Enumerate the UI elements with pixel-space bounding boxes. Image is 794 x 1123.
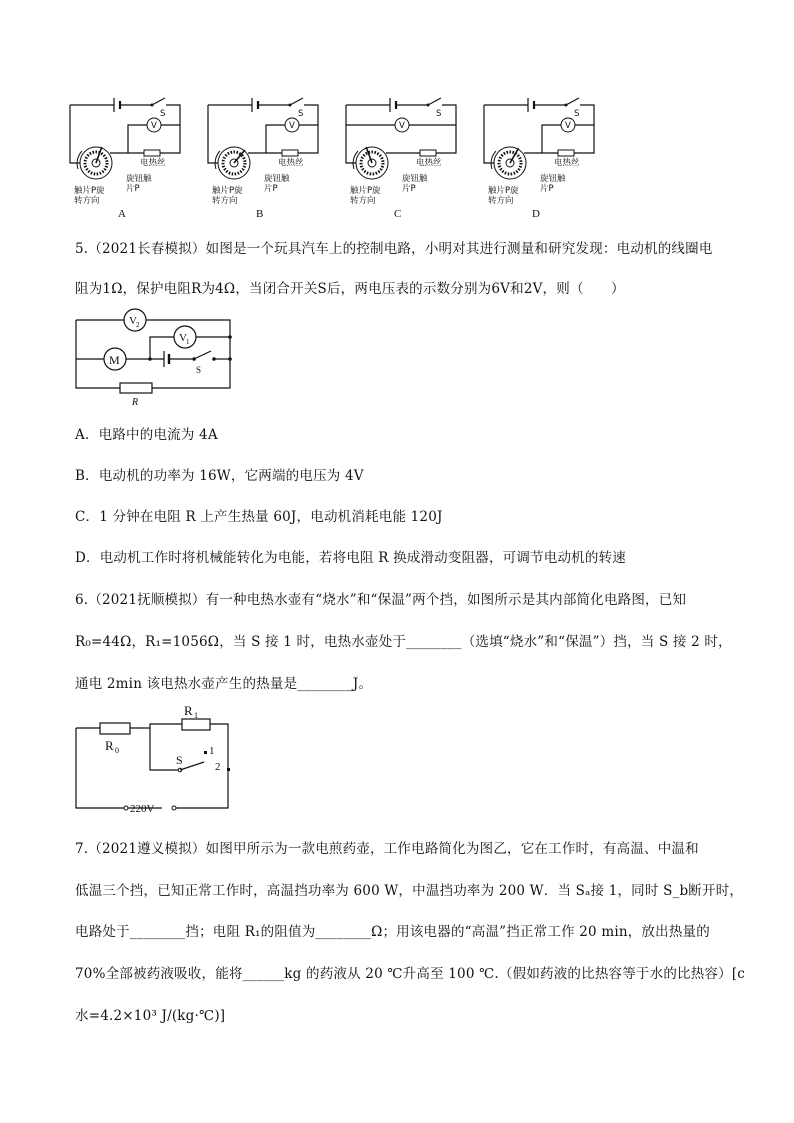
q5-line-2: 阻为1Ω，保护电阻R为4Ω，当闭合开关S后，两电压表的示数分别为6V和2V，则（ ）: [75, 281, 625, 297]
voltmeter-label: V: [399, 121, 405, 131]
switch-label: S: [196, 365, 202, 375]
voltmeter-label: V: [565, 121, 571, 131]
knob-label-1: 旋钮触: [540, 174, 566, 184]
heating-wire-label: 电热丝: [278, 158, 304, 168]
option-diagram-b: [208, 98, 318, 220]
switch-label: S: [176, 753, 183, 767]
q6-line-3: 通电 2min 该电热水壶产生的热量是________J。: [75, 676, 373, 692]
option-diagrams-svg: [60, 95, 600, 220]
q6-line-2: R₀=44Ω，R₁=1056Ω，当 S 接 1 时，电热水壶处于________（选填“烧水”和“保温”）挡，当 S 接 2 时，: [75, 634, 732, 650]
direction-label-2: 转方向: [350, 196, 376, 206]
resistor-r0-icon: [100, 723, 130, 734]
q7-line-4: 70%全部被药液吸收，能将______kg 的药液从 20 ℃升高至 100 ℃.（假如药液的比热容等于水的比热容）[c: [75, 966, 746, 982]
option-diagram-d: [484, 98, 594, 220]
r0-label: R: [105, 738, 114, 753]
voltmeter-label: V: [289, 121, 295, 131]
v2-label: V: [129, 315, 137, 327]
contact-1-label: 1: [209, 745, 215, 757]
v1-label: V: [179, 332, 187, 344]
q5-option-a: A．电路中的电流为 4A: [75, 427, 218, 443]
knob-label-1: 旋钮触: [126, 174, 152, 184]
option-letter: D: [532, 208, 540, 220]
r1-label: R: [184, 703, 193, 718]
knob-label-1: 旋钮触: [264, 174, 290, 184]
option-diagram-a: [70, 98, 180, 220]
resistor-r1-icon: [182, 719, 210, 730]
switch-label: S: [298, 109, 304, 119]
option-letter: B: [256, 208, 264, 220]
v1-sub: 1: [186, 338, 190, 346]
option-letter: C: [394, 208, 402, 220]
knob-label-2: 片P: [126, 184, 140, 194]
q5-option-c: C．1 分钟在电阻 R 上产生热量 60J，电动机消耗电能 120J: [75, 509, 443, 525]
r0-sub: 0: [115, 746, 119, 755]
option-diagrams: [60, 95, 600, 220]
q7-line-3: 电路处于________挡；电阻 R₁的阻值为________Ω；用该电器的“高温”挡正常工作 20 min，放出热量的: [75, 924, 710, 940]
knob-label-2: 片P: [540, 184, 554, 194]
resistor-icon: [120, 383, 152, 393]
supply-voltage-label: 220V: [130, 803, 155, 815]
direction-label-1: 触片P旋: [350, 186, 381, 196]
switch-label: S: [574, 109, 580, 119]
direction-label-2: 转方向: [74, 196, 100, 206]
q5-option-b: B．电动机的功率为 16W，它两端的电压为 4V: [75, 468, 364, 484]
knob-label-2: 片P: [264, 184, 278, 194]
direction-label-2: 转方向: [212, 196, 238, 206]
q6-circuit: [68, 700, 243, 820]
r1-sub: 1: [194, 711, 198, 720]
contact-2-label: 2: [215, 761, 221, 773]
heating-wire-label: 电热丝: [554, 158, 580, 168]
q7-line-1: 7.（2021遵义模拟）如图甲所示为一款电煎药壶，工作电路简化为图乙，它在工作时，有高温、中温和: [75, 841, 699, 857]
knob-label-2: 片P: [402, 184, 416, 194]
v2-sub: 2: [136, 321, 140, 329]
resistor-label: R: [132, 397, 139, 408]
direction-label-1: 触片P旋: [488, 186, 519, 196]
option-letter: A: [118, 208, 126, 220]
q6-line-1: 6.（2021抚顺模拟）有一种电热水壶有“烧水”和“保温”两个挡，如图所示是其内部简化电路图，已知: [75, 592, 687, 608]
direction-label-1: 触片P旋: [74, 186, 105, 196]
q7-line-5: 水=4.2×10³ J/(kg·℃)]: [75, 1008, 226, 1024]
direction-label-1: 触片P旋: [212, 186, 243, 196]
q5-line-1: 5.（2021长春模拟）如图是一个玩具汽车上的控制电路，小明对其进行测量和研究发现：电动机的线圈电: [75, 241, 713, 257]
switch-label: S: [160, 109, 166, 119]
knob-label-1: 旋钮触: [402, 174, 428, 184]
q5-circuit: [70, 308, 240, 408]
q5-option-d: D．电动机工作时将机械能转化为电能，若将电阻 R 换成滑动变阻器，可调节电动机的转速: [75, 550, 626, 566]
option-diagram-c: [346, 98, 456, 220]
voltmeter-label: V: [151, 121, 157, 131]
q7-line-2: 低温三个挡，已知正常工作时，高温挡功率为 600 W，中温挡功率为 200 W．当 Sₐ接 1，同时 S_b断开时，: [75, 883, 744, 899]
heating-wire-label: 电热丝: [140, 158, 166, 168]
motor-label: M: [109, 353, 120, 367]
heating-wire-label: 电热丝: [416, 158, 442, 168]
direction-label-2: 转方向: [488, 196, 514, 206]
switch-label: S: [436, 109, 442, 119]
